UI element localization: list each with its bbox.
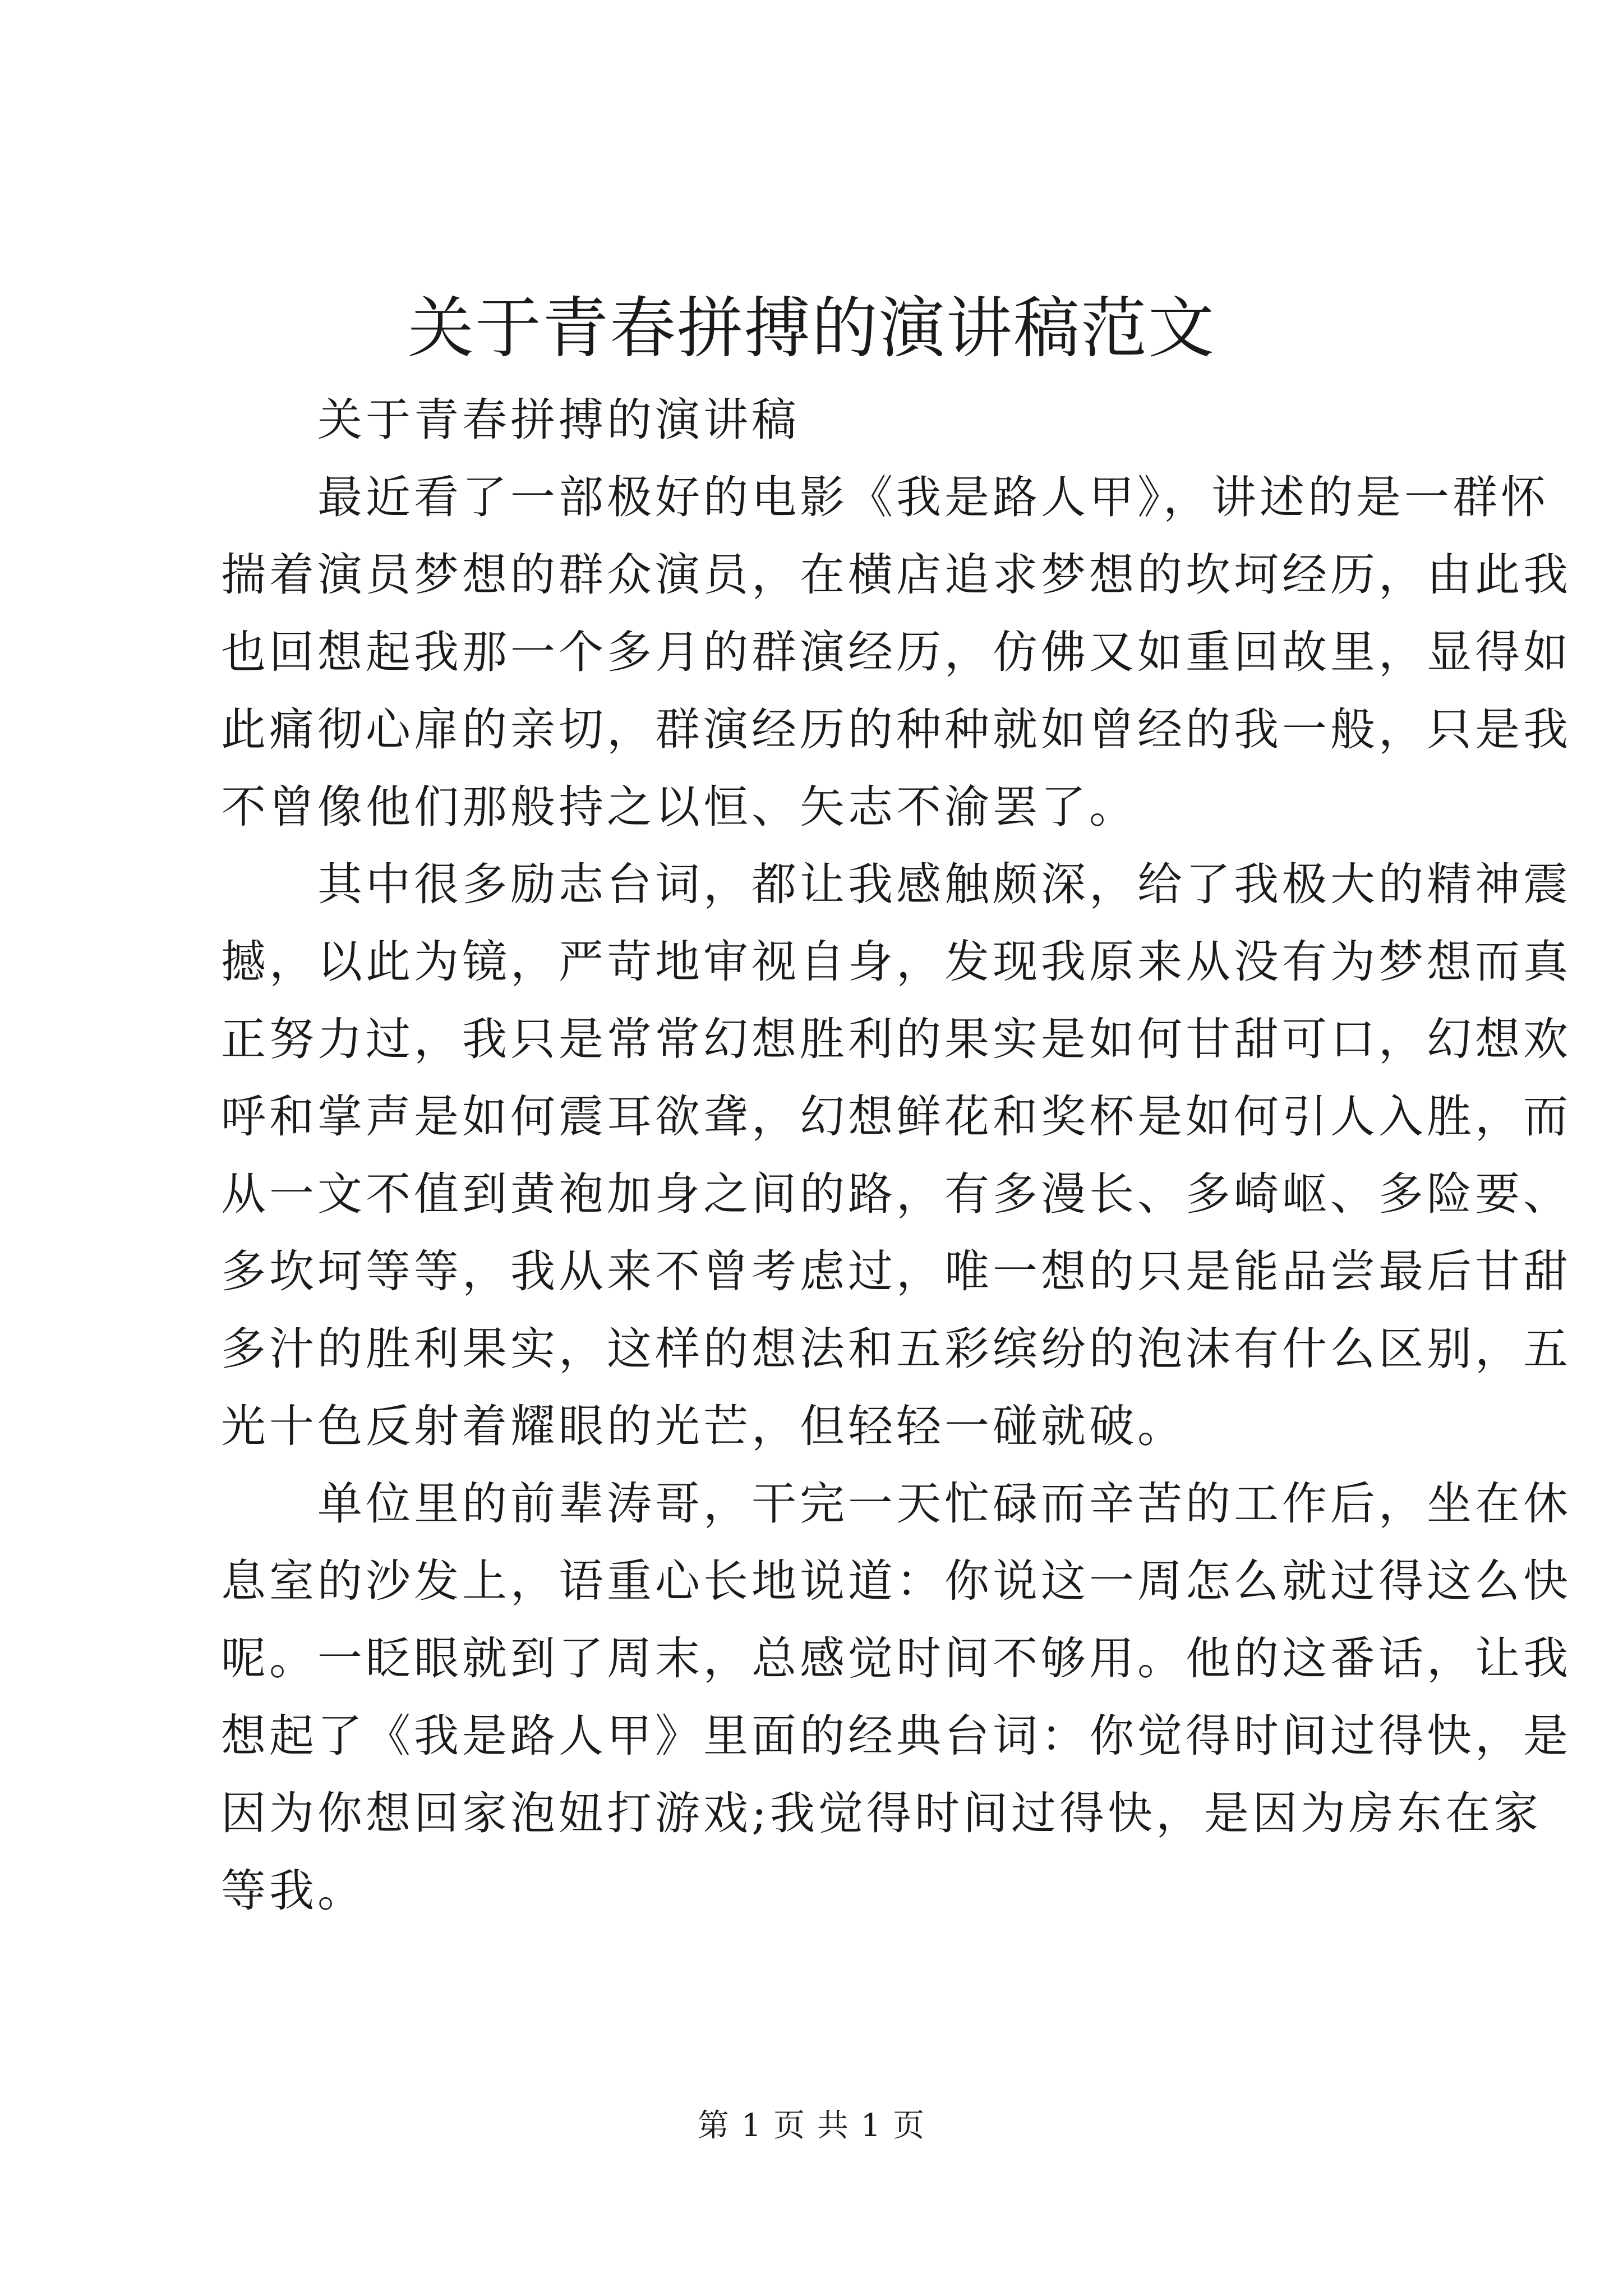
paragraph-line: 息室的沙发上，语重心长地说道：你说这一周怎么就过得这么快 xyxy=(221,1555,1571,1607)
paragraph-line: 最近看了一部极好的电影《我是路人甲》，讲述的是一群怀 xyxy=(317,471,1549,523)
paragraph-line: 撼，以此为镜，严苛地审视自身，发现我原来从没有为梦想而真 xyxy=(221,936,1571,988)
document-title: 关于青春拼搏的演讲稿范文 xyxy=(407,289,1215,367)
paragraph-line: 等我。 xyxy=(221,1865,366,1917)
document-body xyxy=(221,381,1571,1930)
paragraph-line: 多坎坷等等，我从来不曾考虑过，唯一想的只是能品尝最后甘甜 xyxy=(221,1245,1571,1297)
paragraph-line: 呼和掌声是如何震耳欲聋，幻想鲜花和奖杯是如何引人入胜，而 xyxy=(221,1091,1571,1143)
paragraph-line: 光十色反射着耀眼的光芒，但轻轻一碰就破。 xyxy=(221,1400,1186,1452)
page-number-footer: 第 1 页 共 1 页 xyxy=(697,2108,926,2144)
paragraph-line: 想起了《我是路人甲》里面的经典台词：你觉得时间过得快，是 xyxy=(221,1710,1571,1762)
subtitle-line: 关于青春拼搏的演讲稿 xyxy=(317,394,800,446)
paragraph-line: 因为你想回家泡妞打游戏;我觉得时间过得快，是因为房东在家 xyxy=(221,1787,1542,1839)
paragraph-line: 多汁的胜利果实，这样的想法和五彩缤纷的泡沫有什么区别，五 xyxy=(221,1323,1571,1375)
paragraph-line: 也回想起我那一个多月的群演经历，仿佛又如重回故里，显得如 xyxy=(221,626,1571,678)
paragraph-line: 不曾像他们那般持之以恒、矢志不渝罢了。 xyxy=(221,781,1137,833)
paragraph-line: 单位里的前辈涛哥，干完一天忙碌而辛苦的工作后，坐在休 xyxy=(317,1478,1571,1530)
paragraph-line: 此痛彻心扉的亲切，群演经历的种种就如曾经的我一般，只是我 xyxy=(221,703,1571,756)
paragraph-line: 揣着演员梦想的群众演员，在横店追求梦想的坎坷经历，由此我 xyxy=(221,549,1571,601)
paragraph-line: 呢。一眨眼就到了周末，总感觉时间不够用。他的这番话，让我 xyxy=(221,1632,1571,1685)
paragraph-line: 其中很多励志台词，都让我感触颇深，给了我极大的精神震 xyxy=(317,858,1571,910)
paragraph-line: 正努力过，我只是常常幻想胜利的果实是如何甘甜可口，幻想欢 xyxy=(221,1013,1571,1065)
paragraph-line: 从一文不值到黄袍加身之间的路，有多漫长、多崎岖、多险要、 xyxy=(221,1168,1571,1220)
